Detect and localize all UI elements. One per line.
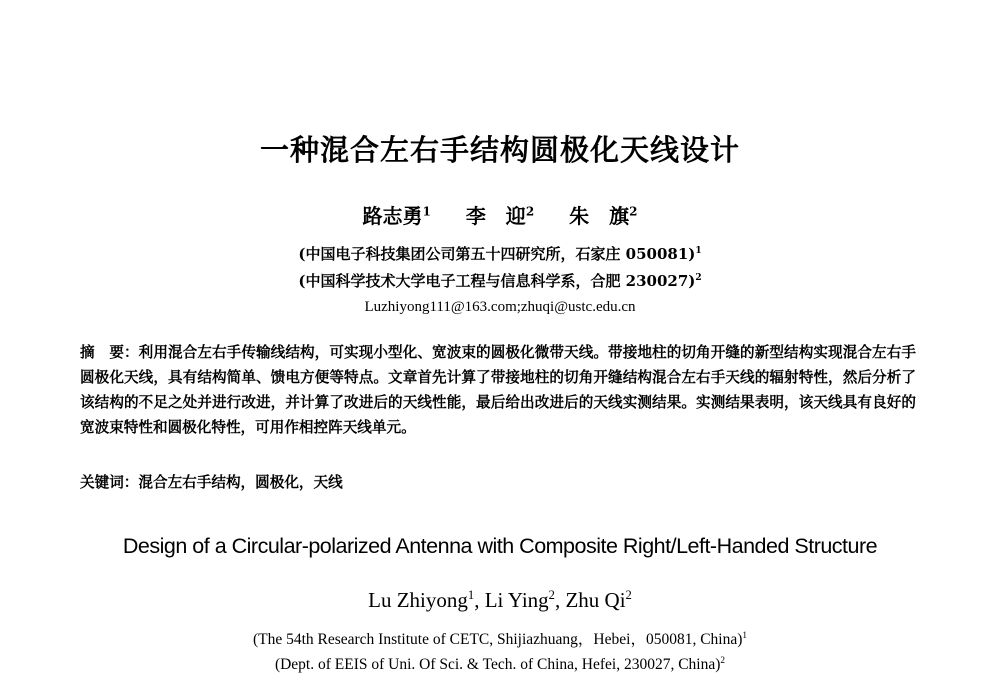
affiliation-text: (Dept. of EEIS of Uni. Of Sci. & Tech. of China, Hefei, 230027, China) — [274, 656, 721, 673]
author-name: Zhu Qi — [565, 588, 626, 612]
author-name: 朱 旗 — [569, 204, 630, 228]
author-affiliation-mark: 1 — [467, 588, 475, 602]
author-affiliation-mark: 2 — [625, 588, 632, 602]
authors-cn — [0, 200, 1000, 229]
abstract — [80, 340, 916, 440]
affiliation-text: (The 54th Research Institute of CETC, Shijiazhuang，Hebei，050081, China) — [252, 631, 743, 648]
paper-title-en: Design of a Circular-polarized Antenna with Composite Right/Left-Handed Structure — [122, 534, 878, 558]
abstract-text: 利用混合左右手传输线结构，可实现小型化、宽波束的圆极化微带天线。带接地柱的切角开缝的新型结构实现混合左右手圆极化天线，具有结构简单、馈电方便等特点。文章首先计算了带接地柱的切角开缝结构混合左右手天线的辐射特性，然后分析了该结构的不足之处并进行改进，并计算了改进后的天线性能，最后给出改进后的天线实测结果。实测结果表明，该天线具有良好的宽波束特性和圆极化特性，可用作相控阵天线单元。 — [80, 344, 916, 436]
author-name: 路志勇 — [362, 204, 423, 228]
author-name: 李 迎 — [465, 204, 526, 228]
author-affiliation-mark: 2 — [629, 204, 638, 219]
affiliation-cn-1 — [0, 243, 1000, 264]
author-en — [368, 588, 485, 612]
author-cn — [466, 204, 534, 228]
author-en — [485, 588, 566, 612]
authors-en — [0, 588, 1000, 613]
author-separator: , — [554, 588, 566, 612]
keywords — [80, 471, 343, 492]
affiliation-mark: 1 — [742, 630, 748, 641]
affiliation-text: (中国电子科技集团公司第五十四研究所，石家庄 050081) — [298, 245, 696, 263]
paper-title-cn: 一种混合左右手结构圆极化天线设计 — [259, 133, 740, 167]
author-en — [565, 588, 631, 612]
affiliation-text: (中国科学技术大学电子工程与信息科学系，合肥 230027) — [298, 272, 696, 290]
keywords-text: 混合左右手结构，圆极化，天线 — [138, 474, 343, 491]
author-name: Lu Zhiyong — [368, 588, 468, 612]
affiliation-mark: 1 — [695, 246, 702, 256]
author-cn — [362, 204, 430, 228]
keywords-label: 关键词： — [80, 474, 139, 491]
author-name: Li Ying — [484, 588, 549, 612]
affiliation-en-1 — [0, 627, 1000, 649]
author-affiliation-mark: 1 — [422, 204, 431, 219]
abstract-label: 摘 要： — [80, 344, 139, 361]
affiliation-cn-2 — [0, 270, 1000, 291]
author-cn — [569, 204, 637, 228]
author-affiliation-mark: 2 — [525, 204, 535, 219]
affiliation-en-2 — [0, 656, 1000, 674]
affiliation-mark: 2 — [695, 273, 702, 283]
author-separator: , — [474, 588, 485, 612]
author-affiliation-mark: 2 — [548, 588, 555, 602]
contact-email: Luzhiyong111@163.com;zhuqi@ustc.edu.cn — [364, 299, 636, 315]
affiliation-mark: 2 — [720, 655, 726, 666]
